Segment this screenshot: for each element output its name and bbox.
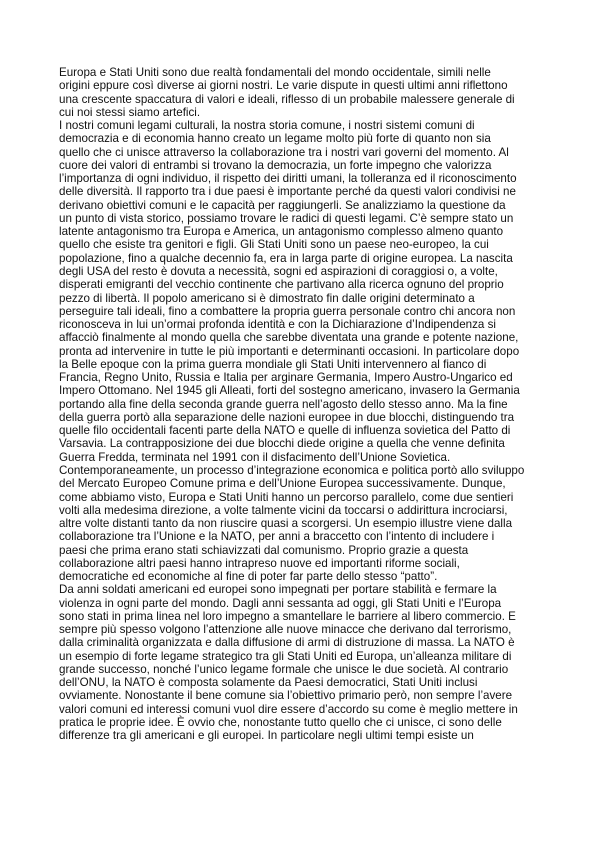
text-line: delle diversità. Il rapporto tra i due paesi è importante perché da questi valori condivisi ne <box>59 185 516 199</box>
text-line: pezzo di libertà. Il popolo americano si è dimostrato fin dalle origini determinato a <box>59 291 475 305</box>
text-line: pratica le proprie idee. È ovvio che, nonostante tutto quello che ci unisce, ci sono delle <box>59 716 502 730</box>
text-line: della guerra portò alla separazione delle nazioni europee in due blocchi, distinguendo tra <box>59 410 515 424</box>
text-line: democrazia e di economia hanno creato un legame molto più forte di quanto non sia <box>59 132 491 146</box>
text-line: dalla criminalità organizzata e dalla diffusione di armi di distruzione di massa. La NATO è <box>59 636 515 650</box>
text-line: violenza in ogni parte del mondo. Dagli anni sessanta ad oggi, gli Stati Uniti e l’Europa <box>59 596 502 610</box>
text-line: perseguire tali ideali, fino a combattere la propria guerra personale contro chi ancora non <box>59 304 516 318</box>
text-line: quello che ci unisce attraverso la collaborazione tra i nostri vari governi del momento. Al <box>59 145 509 159</box>
text-line: portando alla fine della seconda grande guerra nell’agosto dello stesso anno. Ma la fine <box>59 397 508 411</box>
text-line: grande successo, nonché l’unico legame formale che unisce le due società. Al contrario <box>59 662 509 676</box>
text-line: Varsavia. La contrapposizione dei due blocchi diede origine a quella che venne definita <box>59 437 505 451</box>
text-line: la Belle epoque con la prima guerra mondiale gli Stati Uniti intervennero al fianco di <box>59 357 487 371</box>
text-line: Guerra Fredda, terminata nel 1991 con il disfacimento dell’Unione Sovietica. <box>59 450 451 464</box>
document-body <box>59 66 545 743</box>
text-line: ovviamente. Nonostante il bene comune sia l’obiettivo primario però, non sempre l’avere <box>59 689 513 703</box>
text-line: del Mercato Europeo Comune prima e dell’Unione Europea successivamente. Dunque, <box>59 477 506 491</box>
text-line: un punto di vista storico, possiamo trovare le radici di questi legami. C’è sempre stato un <box>59 211 514 225</box>
text-line: sono stati in prima linea nel loro impegno a smantellare le barriere al libero commercio. E <box>59 609 516 623</box>
text-line: come abbiamo visto, Europa e Stati Uniti hanno un percorso parallelo, come due sentieri <box>59 490 514 504</box>
text-line: derivano obiettivi comuni e le capacità per raggiungerli. Se analizziamo la questione da <box>59 198 506 212</box>
text-line: riconosceva in lui un’ormai profonda identità e con la Dichiarazione d’Indipendenza si <box>59 318 496 332</box>
text-line: origini eppure così diverse ai giorni nostri. Le varie dispute in questi ultimi anni riflettono <box>59 79 508 93</box>
text-line: Francia, Regno Unito, Russia e Italia per arginare Germania, Impero Austro-Ungarico ed <box>59 371 513 385</box>
text-line: Impero Ottomano. Nel 1945 gli Alleati, forti del sostegno americano, invasero la Germania <box>59 384 520 398</box>
text-line: latente antagonismo tra Europa e America, un antagonismo complesso almeno quanto <box>59 225 504 239</box>
text-line: Europa e Stati Uniti sono due realtà fondamentali del mondo occidentale, simili nelle <box>59 66 491 79</box>
text-line: un esempio di forte legame strategico tra gli Stati Uniti ed Europa, un’alleanza militare di <box>59 649 512 663</box>
text-line: quelle filo occidentali facenti parte della NATO e quelle di influenza sovietica del Patto di <box>59 424 511 438</box>
text-line: cui noi stessi siamo artefici. <box>59 105 201 119</box>
text-line: una crescente spaccatura di valori e ideali, riflesso di un probabile malessere generale di <box>59 92 515 106</box>
text-line: collaborazione altri paesi hanno intrapreso nuove ed importanti riforme sociali, <box>59 556 460 570</box>
text-line: l’importanza di ogni individuo, il rispetto dei diritti umani, la tolleranza ed il riconoscimento <box>59 172 517 186</box>
text-line: degli USA del resto è dovuta a necessità, sogni ed aspirazioni di coraggiosi o, a volte, <box>59 264 498 278</box>
text-line: democratiche ed economiche al fine di poter far parte dello stesso “patto”. <box>59 570 438 584</box>
text-line: dell’ONU, la NATO è composta solamente da Paesi democratici, Stati Uniti inclusi <box>59 676 478 690</box>
text-line: sempre più spesso volgono l’attenzione alle nuove minacce che derivano dal terrorismo, <box>59 623 512 637</box>
text-line: Da anni soldati americani ed europei sono impegnati per portare stabilità e fermare la <box>59 583 497 597</box>
text-line: I nostri comuni legami culturali, la nostra storia comune, i nostri sistemi comuni di <box>59 119 475 133</box>
text-line: popolazione, fino a qualche decennio fa, era in larga parte di origine europea. La nascita <box>59 251 513 265</box>
text-line: altre volte distanti tanto da non riuscire quasi a scorgersi. Un esempio illustre viene dalla <box>59 517 513 531</box>
text-line: cuore dei valori di entrambi si trovano la democrazia, un forte impegno che valorizza <box>59 158 492 172</box>
text-line: collaborazione tra l’Unione e la NATO, per anni a braccetto con l’intento di includere i <box>59 530 495 544</box>
text-line: disperati emigranti del vecchio continente che partivano alla ricerca ognuno del proprio <box>59 278 504 292</box>
text-line: paesi che prima erano stati schiavizzati dal comunismo. Proprio grazie a questa <box>59 543 469 557</box>
text-line: quello che esiste tra genitori e figli. Gli Stati Uniti sono un paese neo-europeo, la cui <box>59 238 489 252</box>
text-line: Contemporaneamente, un processo d’integrazione economica e politica portò allo sviluppo <box>59 463 525 477</box>
text-line: valori comuni ed interessi comuni vuol dire essere d’accordo su come è meglio mettere in <box>59 702 518 716</box>
text-line: differenze tra gli americani e gli europei. In particolare negli ultimi tempi esiste un <box>59 729 474 743</box>
text-line: affacciò finalmente al mondo quella che sarebbe diventata una grande e potente nazione, <box>59 331 519 345</box>
text-line: pronta ad intervenire in tutte le più importanti e determinanti occasioni. In particolare dopo <box>59 344 520 358</box>
text-line: volti alla medesima direzione, a volte talmente vicini da toccarsi o addirittura incrociarsi, <box>59 503 508 517</box>
